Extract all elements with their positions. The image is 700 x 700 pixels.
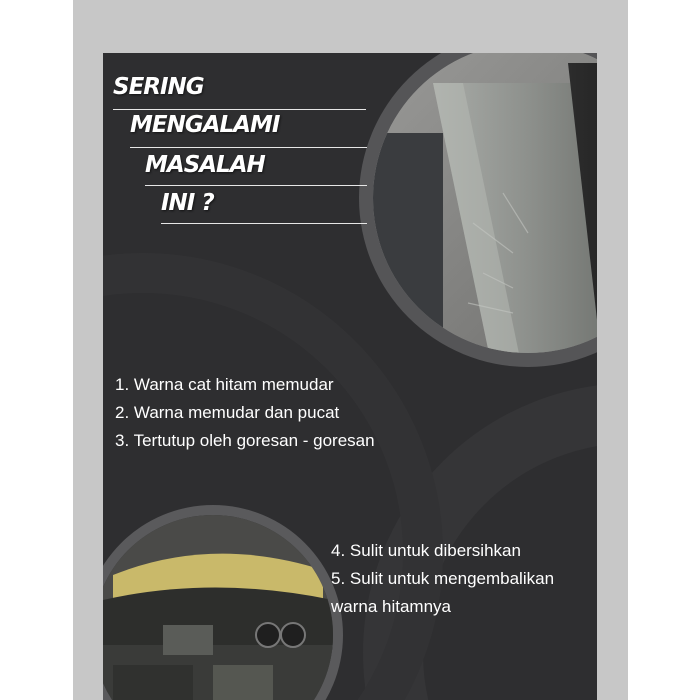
headline-rule — [161, 223, 367, 224]
list-item: warna hitamnya — [331, 597, 452, 616]
headline-line-1: SERING — [113, 74, 204, 100]
list-item: 4. Sulit untuk dibersihkan — [331, 541, 521, 560]
list-item: 2. Warna memudar dan pucat — [115, 403, 340, 422]
list-item: 3. Tertutup oleh goresan - goresan — [115, 431, 375, 450]
headline — [103, 53, 483, 253]
headline-rule — [145, 185, 367, 186]
headline-line-2: MENGALAMI — [130, 112, 280, 138]
problem-list-primary — [115, 371, 375, 455]
headline-rule — [113, 109, 366, 110]
headline-line-4: INI ? — [161, 190, 214, 216]
problem-list-secondary — [331, 537, 591, 621]
list-item: 1. Warna cat hitam memudar — [115, 375, 334, 394]
list-item: 5. Sulit untuk mengembalikan — [331, 569, 555, 588]
headline-rule — [130, 147, 367, 148]
headline-line-3: MASALAH — [145, 152, 265, 178]
poster-card — [103, 53, 597, 700]
